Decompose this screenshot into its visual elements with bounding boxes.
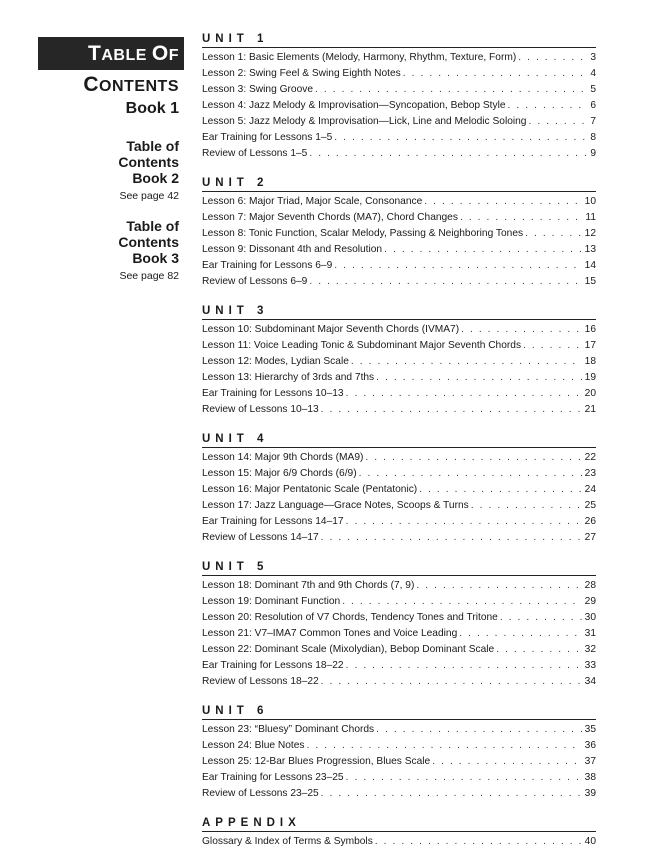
- toc-entry-label: Lesson 1: Basic Elements (Melody, Harmony, Rhythm, Texture, Form): [202, 52, 517, 63]
- dot-leader: [523, 338, 582, 354]
- dot-leader: [518, 50, 587, 66]
- unit-section: [202, 560, 596, 690]
- toc-entry[interactable]: [202, 338, 596, 354]
- dot-leader: [496, 642, 581, 658]
- toc-entry-label: Lesson 10: Subdominant Major Seventh Chords (IVMA7): [202, 324, 460, 335]
- toc-entry[interactable]: [202, 66, 596, 82]
- book2-heading-line2: Contents: [118, 154, 179, 170]
- toc-entry-page: 17: [584, 340, 596, 351]
- toc-entry-page: 40: [584, 836, 596, 847]
- toc-entry[interactable]: [202, 834, 596, 850]
- toc-entry[interactable]: [202, 130, 596, 146]
- toc-entry-label: Lesson 23: “Bluesy” Dominant Chords: [202, 724, 375, 735]
- toc-entry-page: 14: [584, 260, 596, 271]
- toc-entry-page: 24: [584, 484, 596, 495]
- sidebar: [38, 37, 184, 283]
- dot-leader: [424, 194, 581, 210]
- toc-entry[interactable]: [202, 50, 596, 66]
- dot-leader: [315, 82, 587, 98]
- toc-entry[interactable]: [202, 370, 596, 386]
- toc-entry-page: 35: [584, 724, 596, 735]
- dot-leader: [346, 514, 582, 530]
- toc-entry-label: Ear Training for Lessons 1–5: [202, 132, 333, 143]
- unit-section: [202, 176, 596, 290]
- dot-leader: [432, 754, 581, 770]
- toc-entry[interactable]: [202, 642, 596, 658]
- book2-note: See page 42: [119, 190, 179, 202]
- toc-entry-page: 21: [584, 404, 596, 415]
- toc-entry-label: Lesson 16: Major Pentatonic Scale (Pentatonic): [202, 484, 418, 495]
- toc-entry-label: Ear Training for Lessons 18–22: [202, 660, 344, 671]
- toc-entry-label: Lesson 20: Resolution of V7 Chords, Tendency Tones and Tritone: [202, 612, 498, 623]
- dot-leader: [471, 498, 582, 514]
- dot-leader: [359, 466, 582, 482]
- toc-entry[interactable]: [202, 274, 596, 290]
- toc-entry-page: 12: [584, 228, 596, 239]
- toc-entry-label: Lesson 21: V7–IMA7 Common Tones and Voice Leading: [202, 628, 458, 639]
- dot-leader: [351, 354, 582, 370]
- toc-entry-label: Ear Training for Lessons 23–25: [202, 772, 344, 783]
- toc-entry[interactable]: [202, 754, 596, 770]
- toc-entry[interactable]: [202, 98, 596, 114]
- toc-entry[interactable]: [202, 674, 596, 690]
- dot-leader: [321, 674, 582, 690]
- title-bar: [38, 37, 184, 70]
- book2-heading-line1: Table of: [126, 138, 179, 154]
- toc-entry-page: 6: [590, 100, 596, 111]
- dot-leader: [307, 738, 582, 754]
- toc-entry-label: Lesson 9: Dissonant 4th and Resolution: [202, 244, 383, 255]
- toc-entry-page: 23: [584, 468, 596, 479]
- dot-leader: [375, 834, 582, 850]
- toc-entry-page: 34: [584, 676, 596, 687]
- toc-entry-page: 10: [584, 196, 596, 207]
- toc-entry-page: 4: [590, 68, 596, 79]
- toc-entry[interactable]: [202, 498, 596, 514]
- unit-heading: UNIT 4: [202, 432, 596, 448]
- toc-list: [202, 32, 596, 864]
- toc-entry-page: 29: [584, 596, 596, 607]
- toc-entry-label: Review of Lessons 6–9: [202, 276, 308, 287]
- toc-entry-label: Lesson 5: Jazz Melody & Improvisation—Lick, Line and Melodic Soloing: [202, 116, 527, 127]
- toc-entry-page: 26: [584, 516, 596, 527]
- toc-entry[interactable]: [202, 210, 596, 226]
- toc-entry-label: Ear Training for Lessons 6–9: [202, 260, 333, 271]
- dot-leader: [500, 610, 582, 626]
- book3-heading-line2: Contents: [118, 234, 179, 250]
- toc-entry[interactable]: [202, 402, 596, 418]
- toc-entry[interactable]: [202, 450, 596, 466]
- unit-heading: APPENDIX: [202, 816, 596, 832]
- title-line2: CONTENTS: [83, 73, 179, 96]
- toc-entry-page: 20: [584, 388, 596, 399]
- toc-entry[interactable]: [202, 146, 596, 162]
- toc-entry[interactable]: [202, 242, 596, 258]
- toc-entry-label: Glossary & Index of Terms & Symbols: [202, 836, 373, 847]
- toc-entry-page: 16: [584, 324, 596, 335]
- toc-entry-label: Lesson 7: Major Seventh Chords (MA7), Chord Changes: [202, 212, 458, 223]
- dot-leader: [384, 242, 582, 258]
- dot-leader: [321, 786, 582, 802]
- toc-entry-page: 15: [584, 276, 596, 287]
- toc-entry-page: 5: [590, 84, 596, 95]
- book3-heading-line1: Table of: [126, 218, 179, 234]
- toc-entry-page: 36: [584, 740, 596, 751]
- toc-entry-label: Lesson 2: Swing Feel & Swing Eighth Notes: [202, 68, 401, 79]
- toc-entry-label: Review of Lessons 10–13: [202, 404, 319, 415]
- toc-entry-page: 3: [590, 52, 596, 63]
- dot-leader: [459, 626, 581, 642]
- toc-entry-label: Lesson 13: Hierarchy of 3rds and 7ths: [202, 372, 375, 383]
- toc-entry-page: 7: [590, 116, 596, 127]
- toc-entry[interactable]: [202, 530, 596, 546]
- toc-entry-page: 8: [590, 132, 596, 143]
- toc-entry-page: 9: [590, 148, 596, 159]
- toc-entry-page: 11: [585, 212, 596, 223]
- toc-entry-page: 13: [584, 244, 596, 255]
- dot-leader: [460, 210, 582, 226]
- toc-entry-label: Lesson 25: 12-Bar Blues Progression, Blues Scale: [202, 756, 431, 767]
- toc-entry-label: Lesson 6: Major Triad, Major Scale, Consonance: [202, 196, 423, 207]
- dot-leader: [403, 66, 588, 82]
- dot-leader: [365, 450, 581, 466]
- toc-entry[interactable]: [202, 466, 596, 482]
- book3-block: [38, 218, 184, 283]
- toc-entry-label: Lesson 22: Dominant Scale (Mixolydian), Bebop Dominant Scale: [202, 644, 495, 655]
- toc-entry[interactable]: [202, 258, 596, 274]
- toc-entry-label: Ear Training for Lessons 10–13: [202, 388, 344, 399]
- toc-entry[interactable]: [202, 482, 596, 498]
- toc-entry-label: Lesson 18: Dominant 7th and 9th Chords (7, 9): [202, 580, 415, 591]
- dot-leader: [461, 322, 582, 338]
- toc-entry-page: 38: [584, 772, 596, 783]
- toc-entry-label: Review of Lessons 1–5: [202, 148, 308, 159]
- unit-section: [202, 32, 596, 162]
- unit-heading: UNIT 6: [202, 704, 596, 720]
- toc-entry[interactable]: [202, 738, 596, 754]
- toc-entry-label: Ear Training for Lessons 14–17: [202, 516, 344, 527]
- dot-leader: [525, 226, 582, 242]
- dot-leader: [309, 146, 587, 162]
- toc-entry[interactable]: [202, 354, 596, 370]
- dot-leader: [419, 482, 581, 498]
- toc-entry[interactable]: [202, 722, 596, 738]
- toc-entry-page: 37: [584, 756, 596, 767]
- toc-entry[interactable]: [202, 82, 596, 98]
- toc-entry-label: Lesson 11: Voice Leading Tonic & Subdominant Major Seventh Chords: [202, 340, 522, 351]
- dot-leader: [346, 386, 582, 402]
- book1-label: Book 1: [125, 100, 179, 117]
- toc-entry-label: Review of Lessons 14–17: [202, 532, 319, 543]
- toc-entry-label: Lesson 24: Blue Notes: [202, 740, 305, 751]
- toc-entry[interactable]: [202, 610, 596, 626]
- toc-entry-label: Lesson 12: Modes, Lydian Scale: [202, 356, 349, 367]
- dot-leader: [334, 258, 581, 274]
- toc-entry-label: Lesson 19: Dominant Function: [202, 596, 341, 607]
- toc-entry[interactable]: [202, 626, 596, 642]
- toc-entry-page: 39: [584, 788, 596, 799]
- toc-entry-page: 19: [584, 372, 596, 383]
- toc-entry-page: 28: [584, 580, 596, 591]
- toc-entry-page: 32: [584, 644, 596, 655]
- book3-note: See page 82: [119, 270, 179, 282]
- toc-entry-page: 30: [584, 612, 596, 623]
- dot-leader: [376, 370, 582, 386]
- unit-heading: UNIT 3: [202, 304, 596, 320]
- book3-heading-line3: Book 3: [132, 250, 179, 266]
- toc-entry[interactable]: [202, 226, 596, 242]
- toc-entry-label: Lesson 15: Major 6/9 Chords (6/9): [202, 468, 357, 479]
- toc-entry-page: 25: [584, 500, 596, 511]
- toc-entry[interactable]: [202, 322, 596, 338]
- toc-entry[interactable]: [202, 514, 596, 530]
- dot-leader: [334, 130, 587, 146]
- toc-entry[interactable]: [202, 770, 596, 786]
- unit-heading: UNIT 2: [202, 176, 596, 192]
- toc-entry-page: 27: [584, 532, 596, 543]
- toc-entry[interactable]: [202, 658, 596, 674]
- unit-section: [202, 816, 596, 850]
- toc-entry-label: Lesson 8: Tonic Function, Scalar Melody, Passing & Neighboring Tones: [202, 228, 524, 239]
- toc-entry-label: Review of Lessons 18–22: [202, 676, 319, 687]
- dot-leader: [321, 402, 582, 418]
- dot-leader: [346, 658, 582, 674]
- toc-entry[interactable]: [202, 594, 596, 610]
- dot-leader: [528, 114, 587, 130]
- dot-leader: [376, 722, 582, 738]
- toc-entry-label: Lesson 17: Jazz Language—Grace Notes, Scoops & Turns: [202, 500, 469, 511]
- toc-entry-label: Lesson 14: Major 9th Chords (MA9): [202, 452, 364, 463]
- dot-leader: [346, 770, 582, 786]
- toc-entry-label: Lesson 4: Jazz Melody & Improvisation—Syncopation, Bebop Style: [202, 100, 506, 111]
- toc-entry-page: 33: [584, 660, 596, 671]
- dot-leader: [342, 594, 581, 610]
- unit-heading: UNIT 5: [202, 560, 596, 576]
- toc-entry[interactable]: [202, 114, 596, 130]
- toc-entry-label: Review of Lessons 23–25: [202, 788, 319, 799]
- title-line1: TABLE OF: [88, 42, 179, 65]
- dot-leader: [416, 578, 581, 594]
- toc-entry-label: Lesson 3: Swing Groove: [202, 84, 313, 95]
- dot-leader: [321, 530, 582, 546]
- dot-leader: [508, 98, 588, 114]
- toc-entry[interactable]: [202, 578, 596, 594]
- unit-section: [202, 304, 596, 418]
- toc-entry[interactable]: [202, 386, 596, 402]
- toc-entry-page: 31: [584, 628, 596, 639]
- toc-entry[interactable]: [202, 786, 596, 802]
- unit-section: [202, 432, 596, 546]
- unit-section: [202, 704, 596, 802]
- toc-entry-page: 22: [584, 452, 596, 463]
- book2-block: [38, 138, 184, 203]
- toc-entry-page: 18: [584, 356, 596, 367]
- dot-leader: [309, 274, 581, 290]
- toc-entry[interactable]: [202, 194, 596, 210]
- book2-heading-line3: Book 2: [132, 170, 179, 186]
- unit-heading: UNIT 1: [202, 32, 596, 48]
